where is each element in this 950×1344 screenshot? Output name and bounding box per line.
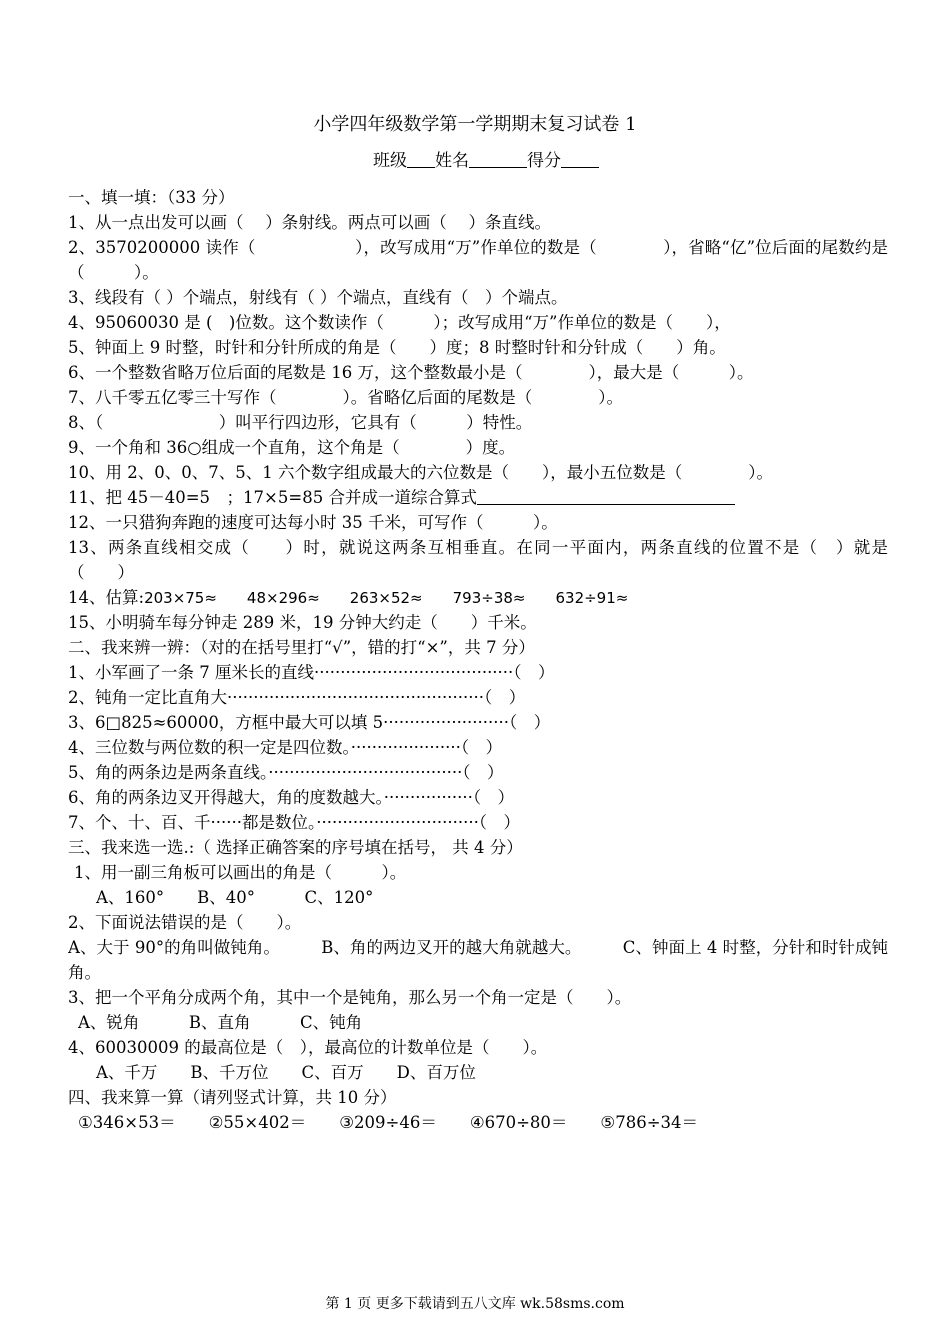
question-1-11-text: 11、把 45－40=5 ；17×5=85 合并成一道综合算式 xyxy=(68,488,477,507)
name-blank[interactable] xyxy=(469,149,527,168)
name-label: 姓名 xyxy=(435,151,469,171)
question-1-10: 10、用 2、0、0、7、5、1 六个数字组成最大的六位数是（ ），最小五位数是（ ）。 xyxy=(68,463,773,482)
choice-options-1: A、160° B、40° C、120° xyxy=(96,888,374,907)
page-footer: 第 1 页 更多下载请到五八文库 wk.58sms.com xyxy=(325,1296,625,1312)
choice-question-3: 3、把一个平角分成两个角，其中一个是钝角，那么另一个角一定是（ ）。 xyxy=(68,988,632,1007)
question-1-1: 1、从一点出发可以画（ ）条射线。两点可以画（ ）条直线。 xyxy=(68,213,551,232)
choice-question-4: 4、60030009 的最高位是（ ），最高位的计数单位是（ ）。 xyxy=(68,1038,548,1057)
question-1-13: 13、两条直线相交成（ ）时，就说这两条互相垂直。在同一平面内，两条直线的位置不是（ ）就是（ ） xyxy=(68,538,888,582)
question-1-4: 4、95060030 是 ( )位数。这个数读作（ ）；改写成用“万”作单位的数是（ ）， xyxy=(68,313,731,332)
student-info xyxy=(373,149,599,173)
answer-blank[interactable] xyxy=(477,486,735,505)
section3-heading: 三、我来选一选.:（ 选择正确答案的序号填在括号， 共 4 分） xyxy=(68,838,523,857)
choice-options-3: A、锐角 B、直角 C、钝角 xyxy=(78,1013,363,1032)
question-1-14 xyxy=(68,585,888,610)
class-label: 班级 xyxy=(373,151,407,171)
judge-item: 1、小军画了一条 7 厘米长的直线······································（ ） xyxy=(68,663,555,682)
section4-heading: 四、我来算一算（请列竖式计算，共 10 分） xyxy=(68,1088,397,1107)
question-1-7: 7、八千零五亿零三十写作（ ）。省略亿后面的尾数是（ ）。 xyxy=(68,388,623,407)
judge-item: 7、个、十、百、千······都是数位。·······························（ ） xyxy=(68,813,521,832)
section2-heading: 二、我来辨一辨：（对的在括号里打“√”，错的打“×”，共 7 分） xyxy=(68,638,535,657)
judge-item: 6、角的两条边叉开得越大，角的度数越大。·················（ ） xyxy=(68,788,515,807)
score-label: 得分 xyxy=(527,151,561,171)
choice-options-4: A、千万 B、千万位 C、百万 D、百万位 xyxy=(96,1063,476,1082)
score-blank[interactable] xyxy=(561,149,599,168)
choice-question-1: 1、用一副三角板可以画出的角是（ ）。 xyxy=(74,863,407,882)
choice-options-2: A、大于 90°的角叫做钝角。 B、角的两边叉开的越大角就越大。 C、钟面上 4 时整，分针和时针成钝角。 xyxy=(68,938,888,982)
choice-question-2: 2、下面说法错误的是（ ）。 xyxy=(68,913,302,932)
class-blank[interactable] xyxy=(407,149,435,168)
question-1-12: 12、一只猎狗奔跑的速度可达每小时 35 千米，可写作（ ）。 xyxy=(68,513,558,532)
question-1-11 xyxy=(68,485,888,510)
judge-item: 4、三位数与两位数的积一定是四位数。·····················（ ） xyxy=(68,738,503,757)
exam-content xyxy=(68,185,888,1135)
estimate-items: 203×75≈ 48×296≈ 263×52≈ 793÷38≈ 632÷91≈ xyxy=(144,589,629,607)
question-1-5: 5、钟面上 9 时整，时针和分针所成的角是（ ）度；8 时整时针和分针成（ ）角。 xyxy=(68,338,726,357)
question-1-15: 15、小明骑车每分钟走 289 米，19 分钟大约走（ ）千米。 xyxy=(68,613,537,632)
question-1-3: 3、线段有（ ）个端点，射线有（ ）个端点，直线有（ ）个端点。 xyxy=(68,288,568,307)
calculation-items: ①346×53＝ ②55×402＝ ③209÷46＝ ④670÷80＝ ⑤786÷34＝ xyxy=(78,1113,699,1132)
judge-item: 2、钝角一定比直角大·················································（ ） xyxy=(68,688,526,707)
question-1-6: 6、一个整数省略万位后面的尾数是 16 万，这个整数最小是（ ），最大是（ ）。 xyxy=(68,363,754,382)
question-1-8: 8、（ ）叫平行四边形，它具有（ ）特性。 xyxy=(68,413,533,432)
question-1-9: 9、一个角和 36○组成一个直角，这个角是（ ）度。 xyxy=(68,438,516,457)
page-title: 小学四年级数学第一学期期末复习试卷 1 xyxy=(313,114,637,135)
question-1-2: 2、3570200000 读作（ ），改写成用“万”作单位的数是（ ），省略“亿”位后面的尾数约是（ ）。 xyxy=(68,238,888,282)
question-1-14-label: 14、估算: xyxy=(68,588,145,607)
judge-item: 3、6□825≈60000，方框中最大可以填 5························（ ） xyxy=(68,713,551,732)
judge-item: 5、角的两条边是两条直线。·····································（ ） xyxy=(68,763,504,782)
section1-heading: 一、填一填：（33 分） xyxy=(68,188,235,207)
